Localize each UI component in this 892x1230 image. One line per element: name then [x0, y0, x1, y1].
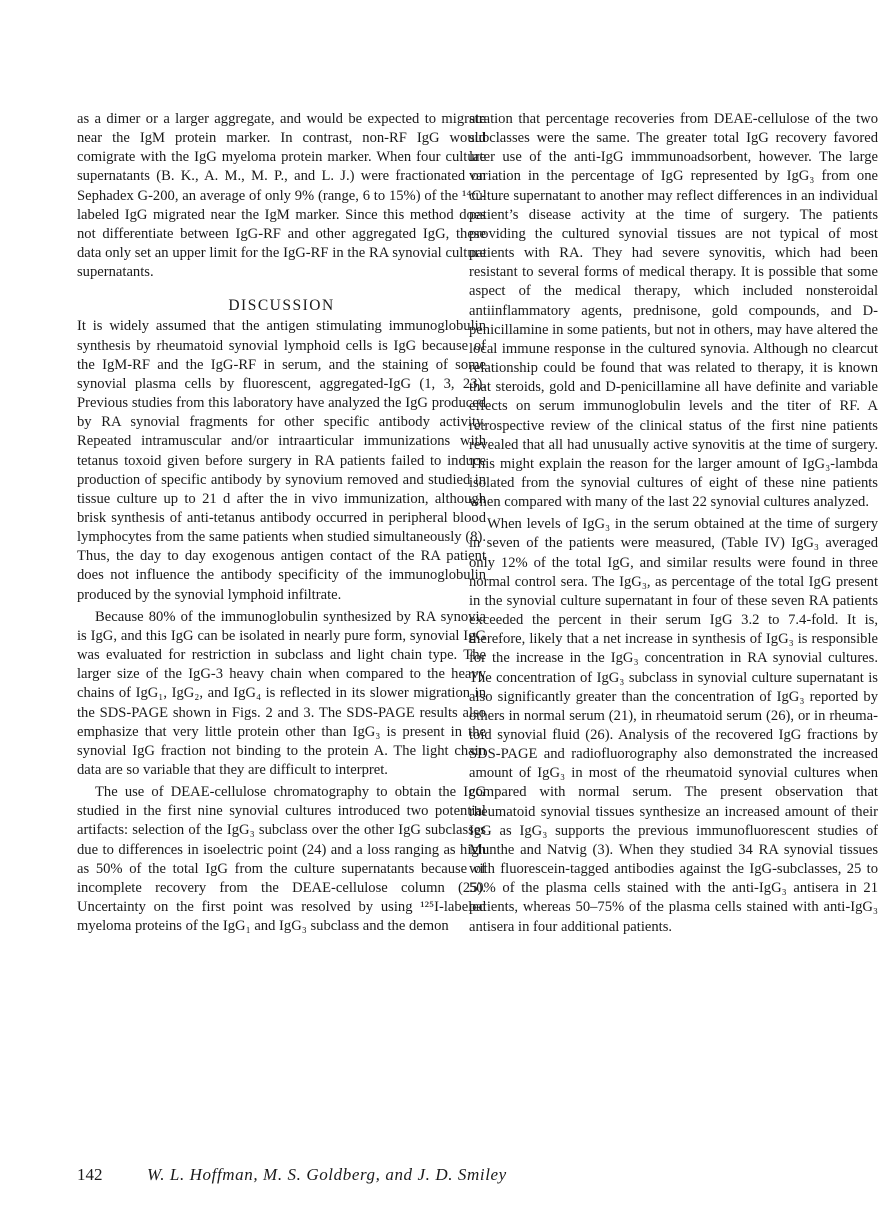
right-column: [469, 110, 878, 937]
page-footer: [77, 1165, 877, 1185]
running-authors: W. L. Hoffman, M. S. Goldberg, and J. D. Smiley: [147, 1165, 507, 1184]
paragraph: Because 80% of the immunoglobulin synthesized by RA synovia is IgG, and this IgG can be isolated in nearly pure form, synovial IgG was evaluated for restriction in subclass and light chain type. The larger size of the IgG-3 heavy chain when compared to the heavy chains of IgG₁, IgG₂, and IgG₄ is reflected in its slower migration in the SDS-PAGE shown in Figs. 2 and 3. The SDS-PAGE results also emphasize that very little protein other than IgG₃ is present in the synovial IgG fraction not binding to the protein A. The light chain data are so variable that they are difficult to interpret.: [77, 608, 486, 778]
left-column: [77, 110, 486, 936]
paragraph-continued: as a dimer or a larger aggregate, and would be expected to migrate near the IgM protein marker. In contrast, non-RF IgG would comigrate with the IgG myeloma protein marker. When four culture supernatants (B. K., A. M., M. P., and L. J.) were fractionated on Sephadex G-200, an average of only 9% (range, 6 to 15%) of the ¹⁴C-labeled IgG migrated near the IgM marker. Since this method does not differentiate between IgG-RF and other aggregated IgG, these data only set an upper limit for the IgG-RF in the RA synovial culture supernatants.: [77, 111, 486, 281]
paragraph: The use of DEAE-cellulose chromatography to obtain the IgG studied in the first nine synovial cultures introduced two potential artifacts: selection of the IgG₃ subclass over the other IgG subclasses due to differences in isoelectric point (24) and a loss ranging as high as 50% of the total IgG from the culture supernatants because of incomplete recovery from the DEAE-cellulose column (25). Uncertainty on the first point was resolved by using ¹²⁵I-labeled myeloma proteins of the IgG₁ and IgG₃ subclass and the demon: [77, 784, 486, 935]
paragraph: When levels of IgG₃ in the serum obtained at the time of surgery in seven of the patients were measured, (Table IV) IgG₃ averaged only 12% of the total IgG, and similar results were found in three normal control sera. The IgG₃, as percentage of the total IgG present in the synovial culture supernatant in four of these seven RA patients exceeded the percent in their serum IgG 3.2 to 7.4-fold. It is, therefore, likely that a net increase in synthesis of IgG₃ is responsible for the increase in the IgG₃ concentration in RA synovial cultures. The concentration of IgG₃ subclass in synovial culture supernatant is also significantly greater than the concentration of IgG₃ reported by others in normal serum (21), in rheumatoid serum (26), or in rheumatoid synovial fluid (26). Analysis of the recovered IgG fractions by SDS-PAGE and radiofluorography also demonstrated the increased amount of IgG₃ in most of the rheumatoid synovial cultures when compared with normal serum. The present observation that rheumatoid synovial tissues synthesize an increased amount of their IgG as IgG₃ supports the previous immunofluorescent studies of Munthe and Natvig (3). When they studied 34 RA synovial tissues with fluorescein-tagged antibodies against the IgG-subclasses, 25 to 50% of the plasma cells stained with the anti-IgG₃ antisera in 21 patients, whereas 50–75% of the plasma cells stained with anti-IgG₃ antisera in four additional patients.: [469, 516, 878, 935]
page-number: 142: [77, 1165, 103, 1184]
paragraph-continued: stration that percentage recoveries from DEAE-cellulose of the two subclasses were the same. The greater total IgG recovery favored later use of the anti-IgG immmunoadsorbent, however. The large variation in the percentage of IgG represented by IgG₃ from one culture supernatant to another may reflect differences in an individual patient’s disease activity at the time of surgery. The patients providing the cultured synovial tissues are not typical of most patients with RA. They had severe synovitis, which had been resistant to several forms of medical therapy. It is possible that some aspect of the medical therapy, which included nonsteroidal antiinflammatory agents, prednisone, gold compounds, and D-penicillamine in some patients, but not in others, may have altered the local immune response in the cultured synovia. Although no clearcut relationship could be found that was related to therapy, it is known that steroids, gold and D-penicillamine all have definite and variable effects on serum immunoglobulin levels and the titer of RF. A retrospective review of the clinical status of the first nine patients revealed that all had unusually active synovitis at the time of surgery. This might explain the reason for the larger amount of IgG₃-lambda isolated from the synovial cultures of eight of these nine patients when compared with many of the last 22 synovial cultures analyzed.: [469, 111, 878, 511]
paragraph: It is widely assumed that the antigen stimulating immunoglobulin synthesis by rheumatoid synovial lymphoid cells is IgG because of the IgM-RF and the IgG-RF in serum, and the staining of some synovial plasma cells by fluorescent, aggregated-IgG (1, 3, 23). Previous studies from this laboratory have analyzed the IgG produced by RA synovial fragments for other specific antibody activity. Repeated intramuscular and/or intraarticular immunizations with tetanus toxoid given before surgery in RA patients failed to induce production of specific antibody by synovium removed and studied in tissue culture up to 21 d after the in vivo immunization, although brisk synthesis of anti-tetanus antibody occurred in peripheral blood lymphocytes from the same patients when studied simultaneously (8). Thus, the day to day exogenous antigen contact of the RA patient does not influence the antibody specificity of the immunoglobulin produced by the synovial lymphoid infiltrate.: [77, 318, 486, 603]
section-heading-discussion: DISCUSSION: [228, 297, 335, 315]
